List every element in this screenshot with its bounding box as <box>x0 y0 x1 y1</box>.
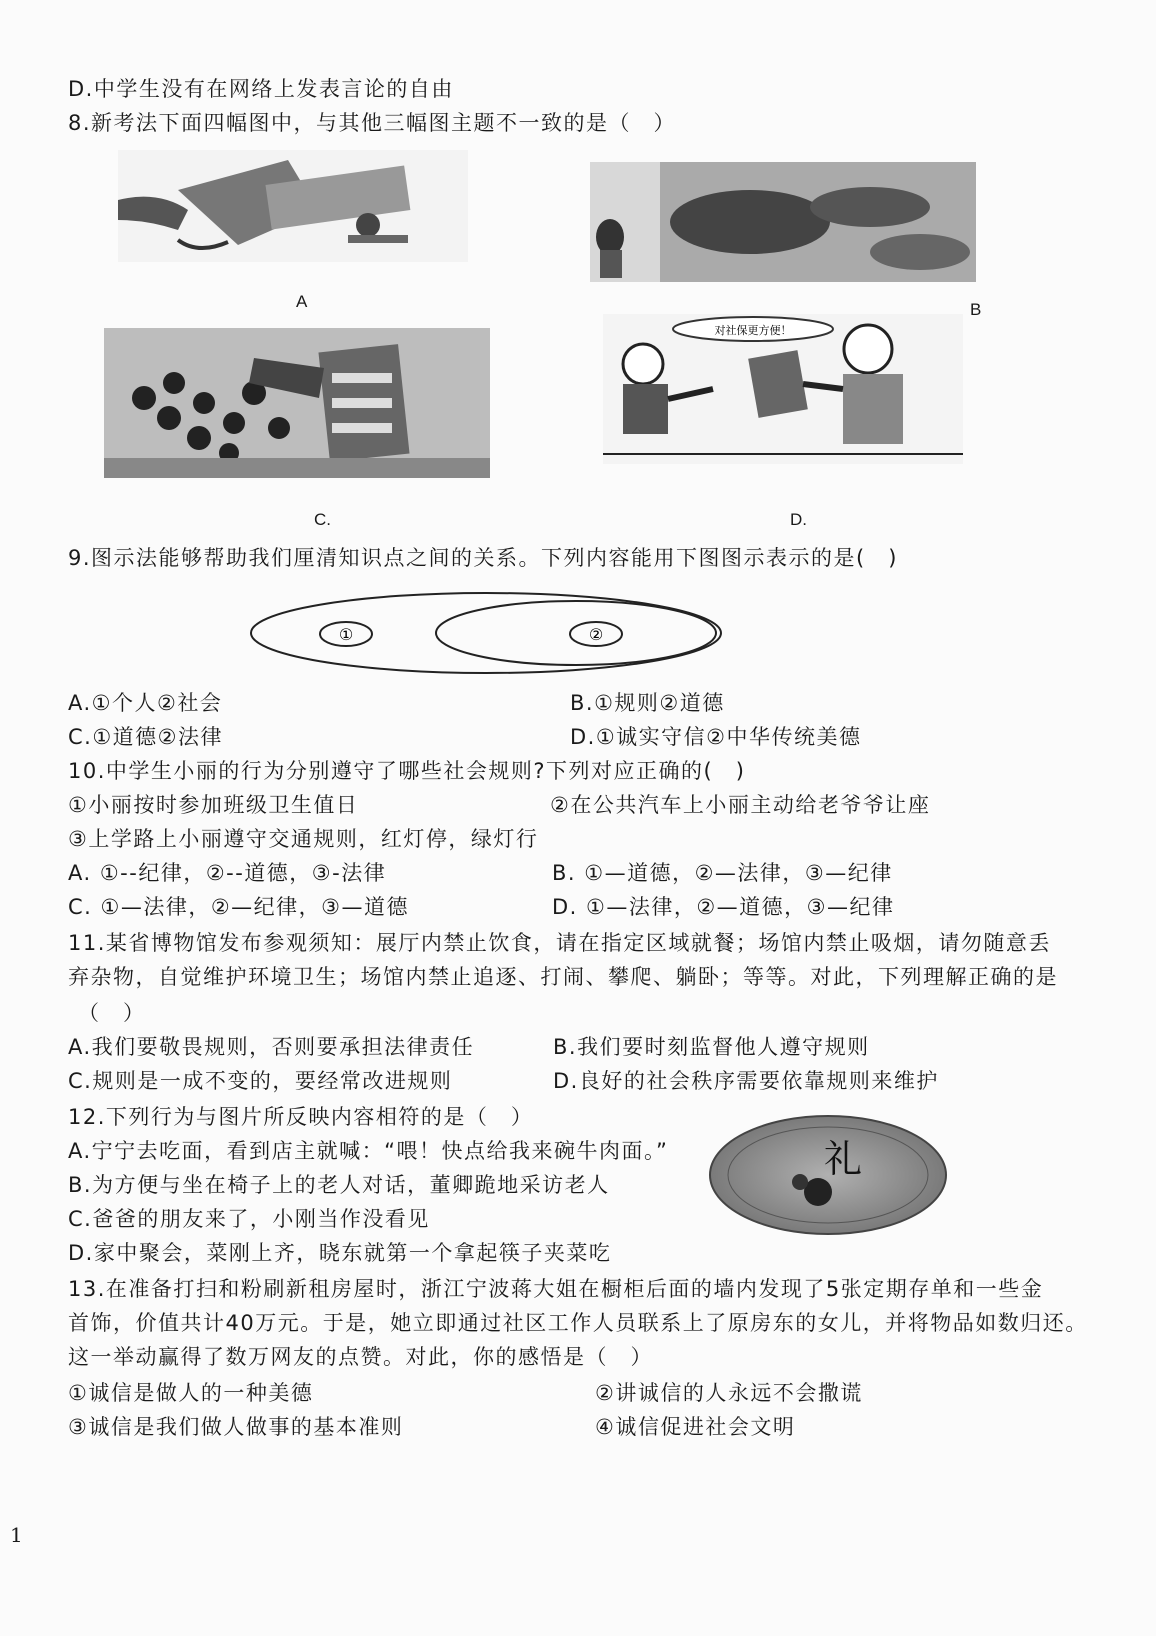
q10-stem: 10.中学生小丽的行为分别遵守了哪些社会规则?下列对应正确的( ) <box>68 759 746 783</box>
cartoon-c <box>104 328 490 478</box>
caption-a: A <box>296 292 308 311</box>
q9-option-c: C.①道德②法律 <box>68 725 223 749</box>
q12-option-a: A.宁宁去吃面，看到店主就喊：“喂！快点给我来碗牛肉面。” <box>68 1139 669 1163</box>
q10-statement-3: ③上学路上小丽遵守交通规则，红灯停，绿灯行 <box>68 827 539 851</box>
bubble-text: 对社保更方便！ <box>714 324 792 337</box>
q12-option-c: C.爸爸的朋友来了，小刚当作没看见 <box>68 1207 430 1231</box>
q10-statement-2: ②在公共汽车上小丽主动给老爷爷让座 <box>550 793 931 817</box>
q9-option-b: B.①规则②道德 <box>570 691 725 715</box>
q11-stem-line-1: 11.某省博物馆发布参观须知：展厅内禁止饮食，请在指定区域就餐；场馆内禁止吸烟，请勿随意丢 <box>68 931 1051 955</box>
q11-option-b: B.我们要时刻监督他人遵守规则 <box>553 1035 870 1059</box>
q13-stem-line-3: 这一举动赢得了数万网友的点赞。对此，你的感悟是（ ） <box>68 1345 653 1369</box>
emblem-character: 礼 <box>823 1137 863 1181</box>
venn-diagram <box>246 588 746 678</box>
caption-d: D. <box>790 510 807 529</box>
caption-b: B <box>970 300 982 319</box>
q9-option-d: D.①诚实守信②中华传统美德 <box>570 725 862 749</box>
q12-stem: 12.下列行为与图片所反映内容相符的是（ ） <box>68 1105 534 1129</box>
caption-c: C. <box>314 510 331 529</box>
q13-stem-line-2: 首饰，价值共计40万元。于是，她立即通过社区工作人员联系上了原房东的女儿，并将物品如数归还。 <box>68 1311 1088 1335</box>
cartoon-b <box>590 162 976 282</box>
q10-option-b: B. ①—道德，②—法律，③—纪律 <box>552 861 893 885</box>
q7-option-d: D.中学生没有在网络上发表言论的自由 <box>68 77 454 101</box>
q13-stem-line-1: 13.在准备打扫和粉刷新租房屋时，浙江宁波蒋大姐在橱柜后面的墙内发现了5张定期存单和一些金 <box>68 1277 1044 1301</box>
q12-option-b: B.为方便与坐在椅子上的老人对话，董卿跪地采访老人 <box>68 1173 610 1197</box>
q13-statement-4: ④诚信促进社会文明 <box>595 1415 796 1439</box>
q13-statement-2: ②讲诚信的人永远不会撒谎 <box>595 1381 863 1405</box>
q11-stem-line-2: 弃杂物，自觉维护环境卫生；场馆内禁止追逐、打闹、攀爬、躺卧；等等。对此，下列理解正确的是 <box>68 965 1058 989</box>
q13-statement-1: ①诚信是做人的一种美德 <box>68 1381 314 1405</box>
q10-option-a: A. ①--纪律，②--道德，③-法律 <box>68 861 387 885</box>
q10-option-d: D. ①—法律，②—道德，③—纪律 <box>552 895 895 919</box>
cartoon-a <box>118 150 468 262</box>
q11-option-d: D.良好的社会秩序需要依靠规则来维护 <box>553 1069 939 1093</box>
q11-option-c: C.规则是一成不变的，要经常改进规则 <box>68 1069 453 1093</box>
cartoon-d <box>603 314 963 464</box>
diagram-label-1: ① <box>338 625 354 644</box>
q10-statement-1: ①小丽按时参加班级卫生值日 <box>68 793 359 817</box>
q10-option-c: C. ①—法律，②—纪律，③—道德 <box>68 895 409 919</box>
page-number: 1 <box>10 1523 25 1547</box>
q11-stem-line-3: （ ） <box>78 1001 146 1025</box>
q12-option-d: D.家中聚会，菜刚上齐，晓东就第一个拿起筷子夹菜吃 <box>68 1241 612 1265</box>
q11-option-a: A.我们要敬畏规则，否则要承担法律责任 <box>68 1035 475 1059</box>
q8-stem: 8.新考法下面四幅图中，与其他三幅图主题不一致的是（ ） <box>68 111 677 135</box>
q9-stem: 9.图示法能够帮助我们厘清知识点之间的关系。下列内容能用下图图示表示的是( ) <box>68 546 898 570</box>
q13-statement-3: ③诚信是我们做人做事的基本准则 <box>68 1415 404 1439</box>
etiquette-emblem-image <box>708 1114 948 1236</box>
diagram-label-2: ② <box>588 625 604 644</box>
q9-option-a: A.①个人②社会 <box>68 691 223 715</box>
